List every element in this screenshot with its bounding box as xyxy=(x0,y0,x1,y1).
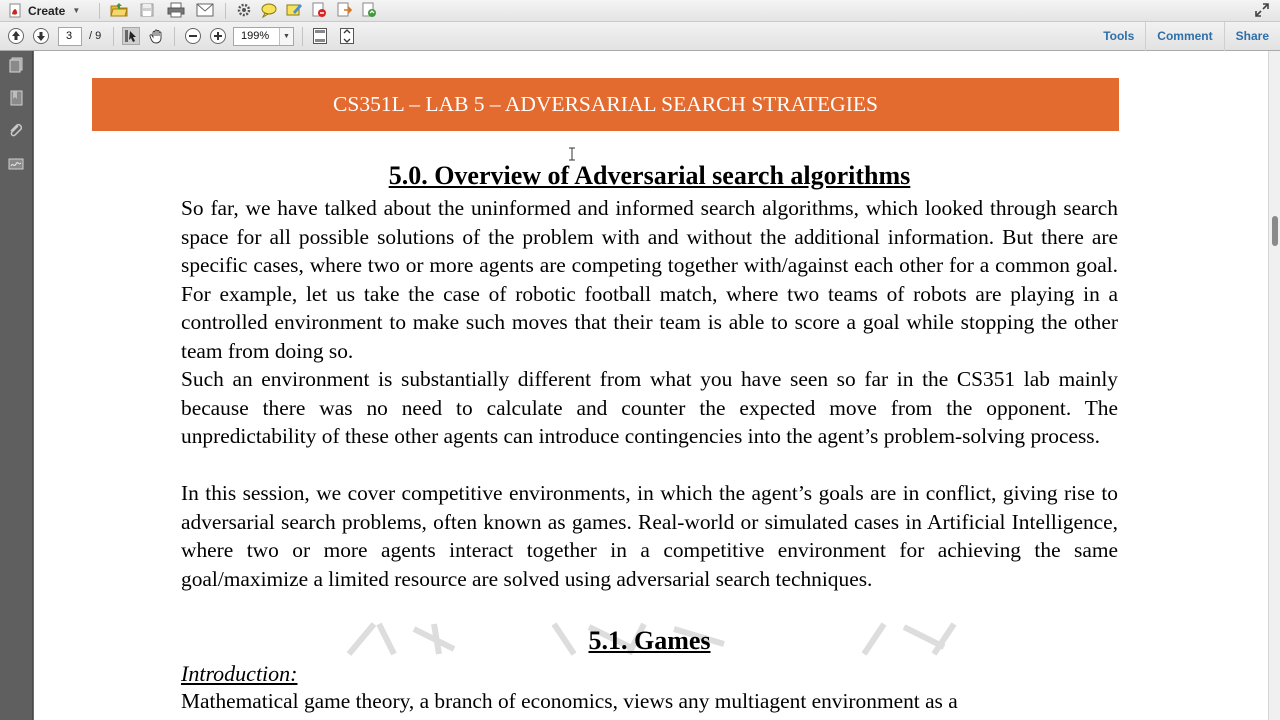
fit-page-icon[interactable] xyxy=(311,27,329,45)
create-dropdown-icon[interactable]: ▼ xyxy=(72,6,81,15)
navigation-pane xyxy=(0,51,33,720)
toolbar-separator xyxy=(99,3,100,19)
highlight-icon[interactable] xyxy=(285,1,303,19)
subsection-heading: 5.1. Games xyxy=(588,626,711,655)
zoom-dropdown-icon[interactable]: ▼ xyxy=(279,28,293,45)
section-heading: 5.0. Overview of Adversarial search algorithms xyxy=(388,161,911,190)
create-button[interactable] xyxy=(8,2,80,19)
zoom-in-icon[interactable] xyxy=(209,27,227,45)
create-label: Create xyxy=(28,3,66,18)
expand-icon[interactable] xyxy=(1254,2,1270,18)
open-folder-icon[interactable] xyxy=(110,1,128,19)
select-tool-icon[interactable] xyxy=(122,27,140,45)
email-icon[interactable] xyxy=(196,1,214,19)
bookmarks-icon[interactable] xyxy=(8,90,24,106)
comment-link[interactable]: Comment xyxy=(1145,22,1223,51)
toolbar-separator xyxy=(225,3,226,19)
zoom-value: 199% xyxy=(241,30,270,42)
zoom-level-select[interactable] xyxy=(233,27,294,46)
gear-icon[interactable] xyxy=(235,1,253,19)
sign-icon[interactable] xyxy=(310,1,328,19)
paragraph: Mathematical game theory, a branch of economics, views any multiagent environment as a xyxy=(181,689,958,713)
text-cursor-icon xyxy=(569,147,575,161)
save-icon[interactable] xyxy=(138,1,156,19)
main-toolbar xyxy=(0,0,1280,22)
scroll-mode-icon[interactable] xyxy=(338,27,356,45)
signatures-icon[interactable] xyxy=(8,156,24,172)
print-icon[interactable] xyxy=(167,1,185,19)
export-icon[interactable] xyxy=(335,1,353,19)
page-total: / 9 xyxy=(89,30,102,42)
next-page-icon[interactable] xyxy=(32,27,50,45)
vertical-scrollbar[interactable] xyxy=(1268,51,1280,720)
comment-icon[interactable] xyxy=(260,1,278,19)
create-pdf-icon xyxy=(8,3,24,19)
introduction-label: Introduction: xyxy=(181,661,298,686)
page-number-input[interactable]: 3 xyxy=(58,27,82,46)
toolbar-separator xyxy=(113,27,114,46)
zoom-out-icon[interactable] xyxy=(184,27,202,45)
tools-link[interactable]: Tools xyxy=(1103,29,1135,43)
paragraph: So far, we have talked about the uninformed and informed search algorithms, which looked through search space for all possible solutions of the problem with and without the additional information. But there are specific cases, where two or more agents are competing together with/against each other for a common goal. For example, let us take the case of robotic football match, where two teams of robots are playing in a controlled environment to make such moves that their team is able to score a goal while stopping the other team from doing so. xyxy=(181,196,1118,363)
toolbar-separator xyxy=(174,27,175,46)
navigation-toolbar xyxy=(0,22,1280,51)
lab-title-banner: CS351L – LAB 5 – ADVERSARIAL SEARCH STRATEGIES xyxy=(92,78,1119,131)
paragraph: In this session, we cover competitive environments, in which the agent’s goals are in conflict, giving rise to adversarial search problems, often known as games. Real-world or simulated cases in Artificial Intelligence, where two or more agents interact together in a competitive environment for achieving the same goal/maximize a limited resource are solved using adversarial search techniques. xyxy=(181,481,1118,591)
toolbar-separator xyxy=(302,27,303,46)
attachments-icon[interactable] xyxy=(8,123,24,139)
document-page[interactable] xyxy=(34,51,1268,720)
share-link[interactable]: Share xyxy=(1224,22,1280,51)
page-thumbnails-icon[interactable] xyxy=(8,57,24,73)
paragraph: Such an environment is substantially different from what you have seen so far in the CS351 lab mainly because there was no need to calculate and counter the expected move from the opponent. The unpredictability of these other agents can introduce contingencies into the agent’s problem-solving process. xyxy=(181,367,1118,449)
scrollbar-thumb[interactable] xyxy=(1272,216,1278,246)
share-file-icon[interactable] xyxy=(360,1,378,19)
hand-tool-icon[interactable] xyxy=(148,27,166,45)
task-pane-links xyxy=(1092,22,1280,51)
previous-page-icon[interactable] xyxy=(7,27,25,45)
